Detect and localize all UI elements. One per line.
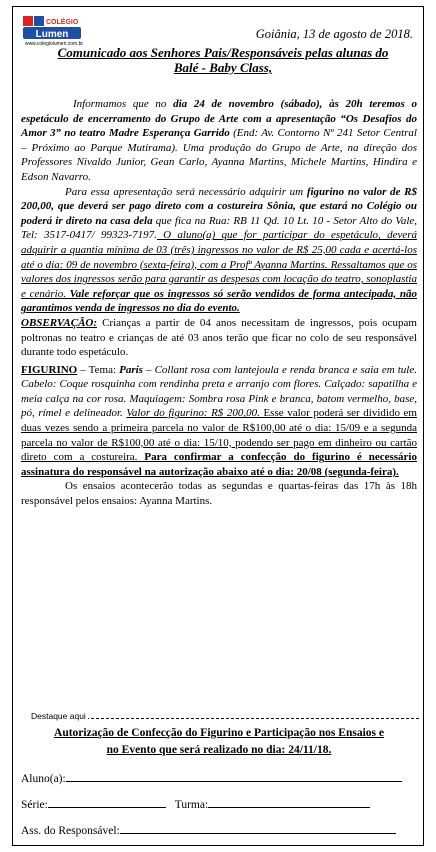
class-label: Turma: — [174, 799, 209, 811]
student-name-label: Aluno(a): — [21, 773, 66, 785]
document-title — [33, 45, 413, 75]
p2-advance-sale: Vale reforçar que os ingressos só serão vendidos de forma antecipada, não garantimos venda de ingressos no dia do evento. — [21, 287, 417, 315]
figurino-installments: Esse valor poderá ser dividido em duas vezes sendo a primeira parcela no valor de R$100,00 até o dia: 15/09 e a segunda parcela no valor de R$100,00 até o dia: 15/10, podendo ser pago em dinheiro ou cartão direto com a costureira. — [21, 407, 417, 464]
paragraph-observation — [21, 316, 417, 360]
title-line-2: Balé - Baby Class, — [173, 60, 273, 75]
authorization-title — [23, 725, 415, 759]
cut-here-label: Destaque aqui — [31, 711, 86, 721]
logo-name: Lumen — [35, 29, 69, 40]
guardian-signature-field[interactable] — [21, 821, 396, 837]
paragraph-rehearsals: Os ensaios acontecerão todas as segundas e quartas-feiras das 17h às 18h responsável pelos ensaios: Ayanna Martins. — [21, 480, 417, 508]
observation-text: Crianças a partir de 04 anos necessitam de ingressos, pois ocupam poltronas no teatro e crianças de até 03 anos terão que ficar no colo de seu responsável durante todo espetáculo. — [21, 316, 417, 359]
p2-tickets: O aluno(a) que for participar do espetáculo, deverá adquirir a quantia mínima de 03 (três) ingressos no valor de R$ 25,00 cada e acertá-los até o dia: 09 de novembro (sexta-feira), com a Profª Ayanna Martins. Ressaltamos que os valores dos ingressos serão para garantir as despesas com locação do teatro, sonoplastia e cenário. — [21, 229, 417, 300]
class-line[interactable] — [208, 795, 370, 808]
figurino-dash: – Tema: — [77, 363, 120, 376]
logo-url: www.colegiolumen.com.br — [24, 41, 84, 47]
p1-event-details: dia 24 de novembro (sábado), às 20h teremos o espetáculo de encerramento do Grupo de Arte com a apresentação “Os Desafios do Amor 3” no teatro Madre Esperança Garrido — [21, 98, 417, 140]
paragraph-event — [21, 97, 417, 185]
authorization-line-2: no Evento que será realizado no dia: 24/11/18. — [106, 744, 332, 756]
grade-label: Série: — [21, 799, 48, 811]
guardian-signature-label: Ass. do Responsável: — [21, 825, 120, 837]
authorization-line-1: Autorização de Confecção do Figurino e Participação nos Ensaios e — [54, 727, 384, 739]
paragraph-costume-details — [21, 363, 417, 480]
observation-label: OBSERVAÇÃO: — [21, 316, 98, 329]
grade-class-field[interactable] — [21, 795, 370, 811]
student-name-line[interactable] — [66, 769, 402, 782]
guardian-signature-line[interactable] — [120, 821, 396, 834]
student-name-field[interactable] — [21, 769, 402, 785]
figurino-description: – Collant rosa com lantejoula e renda branca e saia em tule. Cabelo: Coque rosquinha com rendinha preta e arranjo com flores. Calçado: sapatilha e meia calça na cor rosa. Maquiagem: Sombra rosa Pink e branca, batom vermelho, base, pó, rímel e delineador. — [21, 363, 417, 420]
figurino-value: Valor do figurino: R$ 200,00. — [126, 407, 260, 420]
figurino-theme: Paris — [119, 363, 143, 376]
dateline: Goiânia, 13 de agosto de 2018. — [255, 27, 413, 41]
p1-text-2: (End: Av. Contorno Nº 241 Setor Central – Próximo ao Parque Mutirama). Uma produção do Grupo de Arte, na direção dos Professores Nivaldo Junior, Gean Carlo, Ayanna Martins, Michele Martins, Hindira e Edson Navarro. — [21, 127, 417, 183]
dashed-cut-line — [31, 718, 419, 719]
document-body — [21, 97, 417, 509]
title-line-1: Comunicado aos Senhores Pais/Responsáveis pelas alunas do — [57, 45, 389, 60]
p1-text-1: Informamos que no — [73, 98, 174, 110]
p2-costume-price: figurino no valor de R$ 200,00, que deverá ser pago direto com a costureira Sônia, que estará no Colégio ou poderá ir direto na casa dela — [21, 185, 417, 227]
figurino-confirm: Para confirmar a confecção do figurino é necessário assinatura do responsável na autorização abaixo até o dia: 20/08 (segunda-feira). — [21, 451, 417, 478]
figurino-label: FIGURINO — [21, 363, 78, 376]
grade-line[interactable] — [48, 795, 166, 808]
p2-address: que fica na Rua: RB 11 Qd. 10 Lt. 10 - Setor Alto do Vale, Tel: 3517-0417/ 99323-7197. — [21, 214, 418, 242]
document-page — [12, 6, 424, 846]
p2-text-1: Para essa apresentação será necessário adquirir um — [65, 185, 307, 198]
logo-brand: COLÉGIO — [46, 19, 79, 26]
paragraph-costume — [21, 185, 417, 316]
cut-here-divider — [13, 711, 423, 723]
